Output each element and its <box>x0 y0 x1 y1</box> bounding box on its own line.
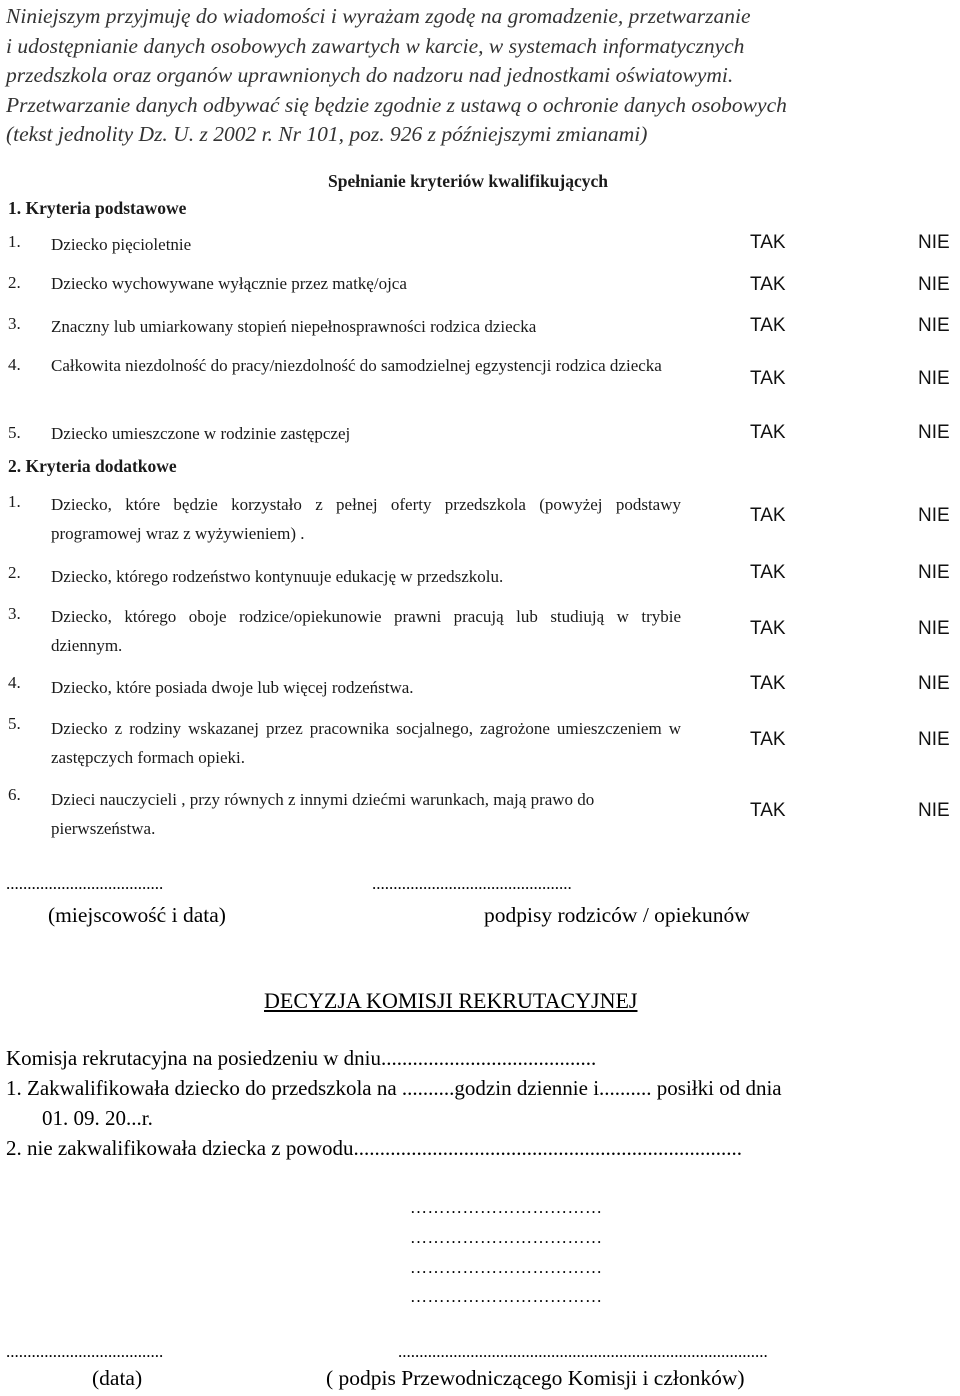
criterion-text: Dziecko pięcioletnie <box>51 235 192 254</box>
committee-member-line[interactable]: …………………………… <box>410 1228 603 1247</box>
chair-signature-line[interactable]: ....................................................................................... <box>398 1342 768 1361</box>
criterion-text: Dziecko, które będzie korzystało z pełnej oferty przedszkola (powyżej podstawy programowej wraz z wyżywieniem) . <box>51 495 681 543</box>
yes-option[interactable]: TAK <box>750 673 786 694</box>
row-number: 4. <box>8 673 21 692</box>
yes-option[interactable]: TAK <box>750 800 786 821</box>
no-option[interactable]: NIE <box>918 315 950 336</box>
yes-option[interactable]: TAK <box>750 232 786 253</box>
no-option[interactable]: NIE <box>918 800 950 821</box>
yes-option[interactable]: TAK <box>750 315 786 336</box>
committee-member-line[interactable]: …………………………… <box>410 1287 603 1306</box>
criterion-text: Znaczny lub umiarkowany stopień niepełnosprawności rodzica dziecka <box>51 317 537 336</box>
no-option[interactable]: NIE <box>918 422 950 443</box>
row-number: 4. <box>8 355 21 374</box>
decision-date-line[interactable]: ..................................... <box>6 1342 164 1361</box>
row-number: 2. <box>8 273 21 292</box>
consent-line: Przetwarzanie danych odbywać się będzie zgodnie z ustawą o ochronie danych osobowych <box>6 92 787 117</box>
additional-criteria-title: 2. Kryteria dodatkowe <box>8 456 177 476</box>
row-number: 2. <box>8 563 21 582</box>
yes-option[interactable]: TAK <box>750 368 786 389</box>
row-number: 3. <box>8 314 21 333</box>
parents-signature-label: podpisy rodziców / opiekunów <box>484 903 750 927</box>
committee-member-line[interactable]: …………………………… <box>410 1258 603 1277</box>
criterion-text: Dzieci nauczycieli , przy równych z innymi dziećmi warunkach, mają prawo do pierwszeństwa. <box>51 790 595 838</box>
decision-title: DECYZJA KOMISJI REKRUTACYJNEJ <box>264 988 638 1013</box>
not-qualified-line: 2. nie zakwalifikowała dziecka z powodu.......................................................................... <box>6 1136 743 1160</box>
meeting-date-line: Komisja rekrutacyjna na posiedzeniu w dniu......................................... <box>6 1046 597 1070</box>
criterion-text: Dziecko wychowywane wyłącznie przez matkę/ojca <box>51 274 407 293</box>
yes-option[interactable]: TAK <box>750 729 786 750</box>
row-number: 1. <box>8 492 21 511</box>
place-date-label: (miejscowość i data) <box>48 903 226 927</box>
yes-option[interactable]: TAK <box>750 505 786 526</box>
no-option[interactable]: NIE <box>918 368 950 389</box>
no-option[interactable]: NIE <box>918 505 950 526</box>
yes-option[interactable]: TAK <box>750 562 786 583</box>
row-number: 3. <box>8 604 21 623</box>
yes-option[interactable]: TAK <box>750 422 786 443</box>
no-option[interactable]: NIE <box>918 618 950 639</box>
consent-line: i udostępnianie danych osobowych zawartych w karcie, w systemach informatycznych <box>6 33 745 58</box>
consent-line: przedszkola oraz organów uprawnionych do nadzoru nad jednostkami oświatowymi. <box>6 63 734 87</box>
no-option[interactable]: NIE <box>918 673 950 694</box>
row-number: 6. <box>8 785 21 804</box>
criterion-text: Dziecko z rodziny wskazanej przez pracownika socjalnego, zagrożone umieszczeniem w zastępczych formach opieki. <box>51 719 681 767</box>
row-number: 5. <box>8 423 21 442</box>
criterion-text: Dziecko, którego oboje rodzice/opiekunowie prawni pracują lub studiują w trybie dziennym. <box>51 607 681 655</box>
row-number: 1. <box>8 232 21 251</box>
criterion-text: Całkowita niezdolność do pracy/niezdolność do samodzielnej egzystencji rodzica dziecka <box>51 356 662 375</box>
row-number: 5. <box>8 714 21 733</box>
qualified-start-date: 01. 09. 20...r. <box>42 1106 153 1130</box>
no-option[interactable]: NIE <box>918 729 950 750</box>
yes-option[interactable]: TAK <box>750 274 786 295</box>
yes-option[interactable]: TAK <box>750 618 786 639</box>
place-date-line[interactable]: ..................................... <box>6 874 164 893</box>
no-option[interactable]: NIE <box>918 562 950 583</box>
consent-paragraph <box>6 0 956 150</box>
criterion-text: Dziecko, które posiada dwoje lub więcej rodzeństwa. <box>51 678 414 697</box>
qualified-line: 1. Zakwalifikowała dziecko do przedszkola na ..........godzin dziennie i.......... posiłki od dnia <box>6 1076 782 1100</box>
decision-date-label: (data) <box>92 1366 143 1390</box>
chair-signature-label: ( podpis Przewodniczącego Komisji i członków) <box>326 1366 745 1390</box>
consent-line: (tekst jednolity Dz. U. z 2002 r. Nr 101, poz. 926 z późniejszymi zmianami) <box>6 122 648 146</box>
no-option[interactable]: NIE <box>918 232 950 253</box>
criterion-text: Dziecko umieszczone w rodzinie zastępczej <box>51 424 351 443</box>
consent-line: Niniejszym przyjmuję do wiadomości i wyrażam zgodę na gromadzenie, przetwarzanie <box>6 4 751 28</box>
parents-signature-line[interactable]: ............................................... <box>372 874 572 893</box>
no-option[interactable]: NIE <box>918 274 950 295</box>
criteria-column-header: Spełnianie kryteriów kwalifikujących <box>328 171 609 191</box>
criterion-text: Dziecko, którego rodzeństwo kontynuuje edukację w przedszkolu. <box>51 567 504 586</box>
basic-criteria-title: 1. Kryteria podstawowe <box>8 198 187 218</box>
committee-member-line[interactable]: …………………………… <box>410 1198 603 1217</box>
